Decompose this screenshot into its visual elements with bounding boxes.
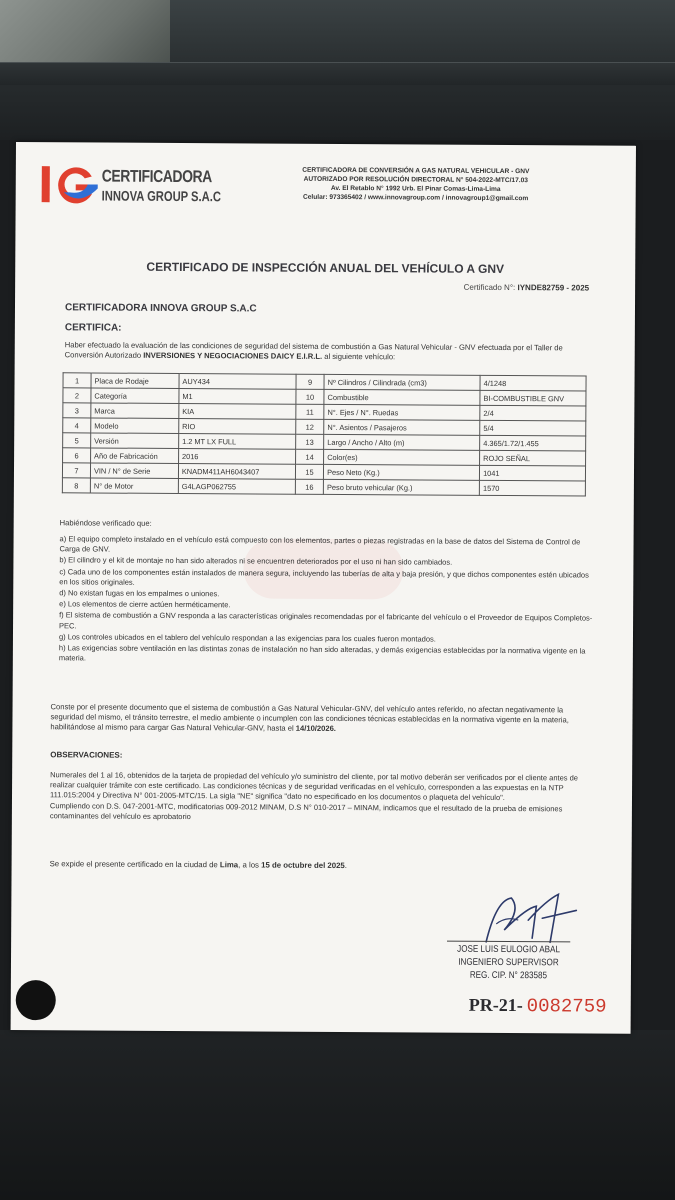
cell-label: Modelo [91,418,179,434]
observations-title: OBSERVACIONES: [50,750,123,760]
cell-value: 2/4 [480,405,586,421]
issued-middle: , a los [238,860,262,870]
cell-number: 3 [63,403,91,418]
intro-paragraph [65,340,595,363]
cell-label: Largo / Ancho / Alto (m) [324,434,480,450]
header-line-3: Av. El Retablo N° 1992 Urb. El Pinar Comas-Lima-Lima [330,184,501,193]
signatory-role: INGENIERO SUPERVISOR [458,956,559,969]
signatory-name: JOSE LUIS EULOGIO ABAL [457,943,560,956]
cell-label: Nº Cilindros / Cilindrada (cm3) [324,374,480,390]
cell-number: 1 [63,373,91,388]
cell-number: 13 [296,434,324,449]
signatory-block [447,941,570,983]
certificate-number-label: Certificado N°: [463,282,516,293]
company-name: CERTIFICADORA INNOVA GROUP S.A.C [64,302,257,315]
cell-number: 2 [63,388,91,403]
cell-number: 16 [295,479,323,494]
issued-suffix: . [344,861,347,871]
clause-f: f) El sistema de combustión a GNV responda a las características originales recomendadas por el fabricante del vehículo o el Proveedor de Equipos Completos-PEC. [59,610,593,631]
document-title: CERTIFICADO DE INSPECCIÓN ANUAL DEL VEHÍCULO A GNV [146,259,505,276]
issued-city: Lima [219,860,239,870]
cell-label: Color(es) [324,449,480,465]
form-prefix: PR-21- [468,994,523,1016]
cell-number: 4 [63,418,91,433]
cell-value: AUY434 [179,374,296,390]
cell-label: Año de Fabricación [91,448,179,464]
certificate-number [464,283,590,293]
signatory-reg: REG. CIP. N° 283585 [469,969,548,982]
conste-text: Conste por el presente documento que el sistema de combustión a Gas Natural Vehicular-GNV, del vehículo antes referido, no afectan negativamente la seguridad del mismo, el tránsito terrestre, el medio ambiente o incumplen con las condiciones técnicas establecidas en la normativa vigente en la materia, habilitándose al mismo para cargar Gas Natural Vehicular-GNV, hasta el [50,702,569,734]
header-line-2: AUTORIZADO POR RESOLUCIÓN DIRECTORAL N° 504-2022-MTC/17.03 [303,175,528,185]
form-serial: 0082759 [526,995,607,1018]
table-row [62,478,585,496]
header-line-4: Celular: 973365402 / www.innovagroup.com / innovagroup1@gmail.com [302,193,529,203]
form-number [469,995,607,1018]
cell-number: 9 [296,374,324,389]
cell-label: VIN / N° de Serie [90,463,178,479]
logo-line-1: CERTIFICADORA [101,166,212,187]
cell-value: G4LAGP062755 [178,478,295,494]
cell-value: M1 [179,388,296,404]
intro-text-a: Haber efectuado la evaluación de las condiciones de seguridad del sistema de combustión a Gas Natural Vehicular - GNV efectuada por el Taller de Conversión Autorizado [64,340,563,360]
cell-label: Versión [91,433,179,449]
cell-label: N°. Asientos / Pasajeros [324,419,480,435]
cell-value: 1570 [479,480,585,496]
clause-d: d) No existan fugas en los empalmes o uniones. [59,588,220,599]
background-window [0,0,170,62]
cell-value: 5/4 [480,420,586,436]
cell-value: 1.2 MT LX FULL [179,433,296,449]
cell-label: Peso Neto (Kg.) [324,464,480,480]
cell-label: Placa de Rodaje [91,373,179,389]
cell-label: N° de Motor [90,478,178,494]
cell-number: 10 [296,389,324,404]
cell-number: 7 [62,463,90,478]
background-ledge [0,62,675,85]
verification-clauses [59,534,595,668]
cell-number: 14 [295,449,323,464]
cell-label: Combustible [324,389,480,405]
cell-number: 6 [63,448,91,463]
cell-label: Marca [91,403,179,419]
observations-body [50,770,598,824]
background-table [0,1030,675,1200]
ig-logo-icon [40,162,102,206]
cell-number: 8 [62,478,90,493]
valid-until-date: 14/10/2026. [295,724,336,734]
clause-h: h) Las exigencias sobre ventilación en las distintas zonas de instalación no han sido alteradas, y demás exigencias establecidas por la normativa vigente en la materia. [58,643,586,663]
issued-line [50,859,347,870]
clause-c: c) Cada uno de los componentes están instalados de manera segura, incluyendo las tuberías de alta y baja presión, y que dichos componentes estén ubicados en los sitios originales. [59,566,589,587]
header-info [266,166,566,204]
certifica-heading: CERTIFICA: [64,322,122,334]
cell-value: RIO [179,418,296,434]
workshop-name: INVERSIONES Y NEGOCIACIONES DAICY E.I.R.L. [143,350,323,361]
issued-prefix: Se expide el presente certificado en la ciudad de [49,859,220,870]
clause-a: a) El equipo completo instalado en el vehículo está compuesto con los elementos, partes o piezas registradas en la base de datos del Sistema de Control de Carga de GNV. [59,534,581,554]
cell-value: KNADM411AH6043407 [178,463,295,479]
cell-label: Peso bruto vehicular (Kg.) [323,479,479,495]
punch-hole [16,980,56,1020]
cell-value: BI-COMBUSTIBLE GNV [480,390,586,406]
clause-e: e) Los elementos de cierre actúen herméticamente. [59,599,231,610]
certificate-page [11,142,636,1034]
cell-label: N°. Ejes / N°. Ruedas [324,404,480,420]
cell-value: 1041 [480,465,586,481]
cell-value: 2016 [178,448,295,464]
vehicle-table [62,372,587,496]
observations-p1: Numerales del 1 al 16, obtenidos de la tarjeta de propiedad del vehículo y/o suministro del cliente, por tal motivo deberán ser verificados por el cliente antes de realizar cualquier trámite con este certificado. Las condiciones técnicas y de seguridad verificadas en el vehículo, corresponden a las expuestas en la NTP 111.015:2004 y Directiva N° 001-2005-MTC/15. La sigla "NE" significa "dato no especificado en los documentos o plaqueta del vehículo". [49,770,578,803]
certificate-number-value: IYNDE82759 - 2025 [517,283,590,293]
cell-label: Categoría [91,388,179,404]
cell-value: 4.365/1.72/1.455 [480,435,586,451]
clause-b: b) El cilindro y el kit de montaje no han sido alterados ni se encuentren deteriorados por el uso ni han sido cambiados. [59,555,453,568]
cell-number: 5 [63,433,91,448]
cell-value: ROJO SEÑAL [480,450,586,466]
header-line-1: CERTIFICADORA DE CONVERSIÓN A GAS NATURAL VEHICULAR - GNV [302,166,530,176]
intro-text-b: al siguiente vehículo: [322,351,396,362]
cell-number: 15 [295,464,323,479]
cell-number: 11 [296,404,324,419]
issued-date: 15 de octubre del 2025 [261,860,345,871]
conste-paragraph [50,702,595,736]
company-logo [40,160,221,211]
cell-value: 4/1248 [480,375,586,391]
observations-p2: Cumpliendo con D.S. 047-2001-MTC, modificatorias 009-2012 MINAM, D.S N° 010-2017 – MINAM, indicamos que el resultado de la prueba de emisiones contaminantes del vehículo es aprobatorio [49,800,563,821]
clause-g: g) Los controles ubicados en el tablero del vehículo respondan a las exigencias para los cuales fueron montados. [58,632,436,644]
cell-value: KIA [179,403,296,419]
logo-line-2: INNOVA GROUP S.A.C [101,187,221,205]
verification-heading: Habiéndose verificado que: [59,518,152,528]
cell-number: 12 [296,419,324,434]
